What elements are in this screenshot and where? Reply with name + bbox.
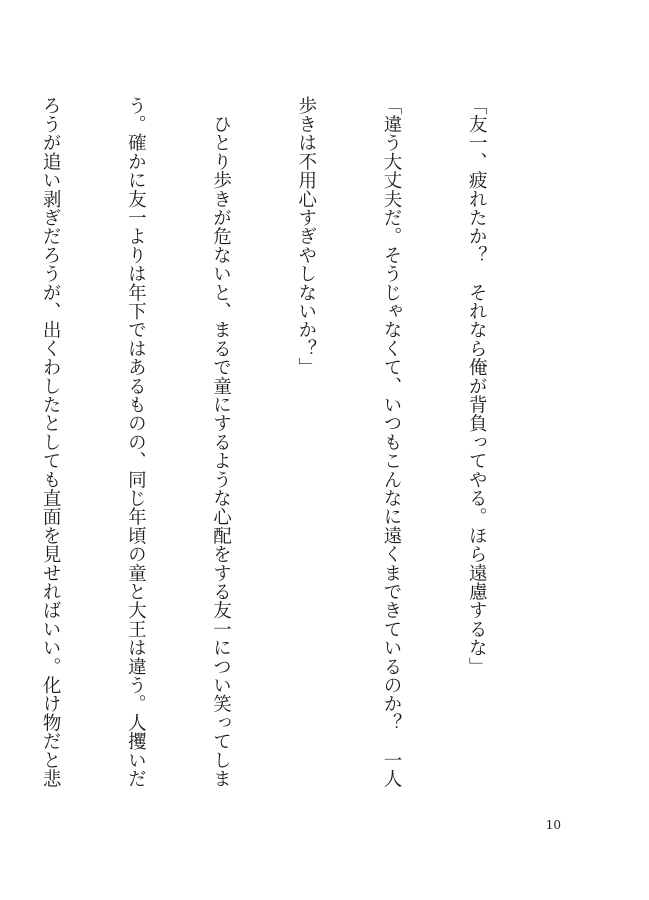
text-line: ひとり歩きが危ないと、まるで童にするような心配をする友一につい笑ってしま <box>210 96 232 788</box>
text-line: 「違う大丈夫だ。そうじゃなくて、いつもこんなに遠くまできているのか？ 一人 <box>380 96 402 788</box>
page-number: 10 <box>545 818 561 832</box>
text-line: 「友一、疲れたか？ それなら俺が背負ってやる。ほら遠慮するな」 <box>466 96 488 676</box>
text-line: う。確かに友一よりは年下ではあるものの、同じ年頃の童と大王は違う。人攫いだ <box>125 96 147 788</box>
text-line: ろうが追い剥ぎだろうが、出くわしたとしても直面を見せればいい。化け物だと悲 <box>40 96 62 788</box>
vertical-text-block <box>40 96 547 816</box>
text-line: 歩きは不用心すぎやしないか？」 <box>295 96 317 377</box>
